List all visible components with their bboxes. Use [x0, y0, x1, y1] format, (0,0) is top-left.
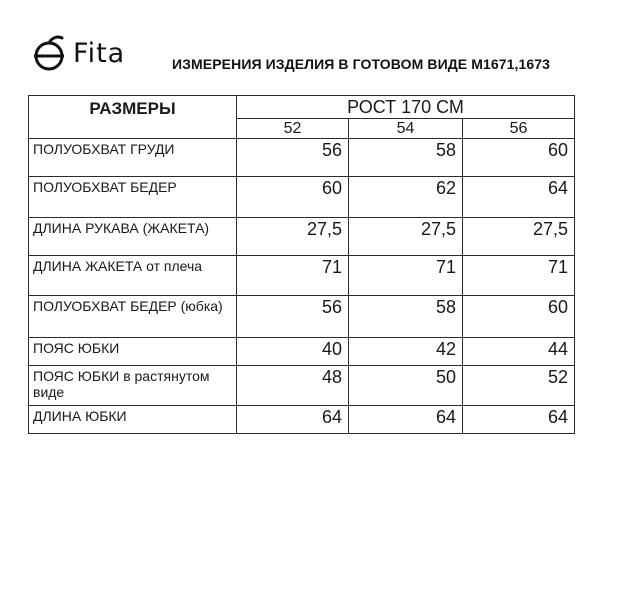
- row-value: 48: [237, 366, 349, 406]
- row-value: 64: [237, 406, 349, 434]
- row-label: ДЛИНА ЖАКЕТА от плеча: [29, 256, 237, 296]
- table-row: [29, 296, 575, 338]
- row-label: ПОЯС ЮБКИ: [29, 338, 237, 366]
- row-value: 27,5: [349, 218, 463, 256]
- row-value: 60: [237, 177, 349, 218]
- row-label: ДЛИНА ЮБКИ: [29, 406, 237, 434]
- size-chart-table: [28, 95, 575, 434]
- table-row: [29, 139, 575, 177]
- row-value: 71: [463, 256, 575, 296]
- table-row: [29, 218, 575, 256]
- table-row: [29, 338, 575, 366]
- table-row: [29, 406, 575, 434]
- row-value: 44: [463, 338, 575, 366]
- row-value: 56: [237, 139, 349, 177]
- header-row-height: [29, 96, 575, 119]
- table-row: [29, 256, 575, 296]
- row-value: 58: [349, 296, 463, 338]
- height-header: РОСТ 170 СМ: [237, 96, 575, 119]
- row-value: 40: [237, 338, 349, 366]
- row-value: 50: [349, 366, 463, 406]
- row-value: 27,5: [463, 218, 575, 256]
- sizes-header: РАЗМЕРЫ: [29, 96, 237, 139]
- document-title: ИЗМЕРЕНИЯ ИЗДЕЛИЯ В ГОТОВОМ ВИДЕ М1671,1673: [172, 56, 551, 72]
- row-value: 27,5: [237, 218, 349, 256]
- row-label: ДЛИНА РУКАВА (ЖАКЕТА): [29, 218, 237, 256]
- size-header-cell: 54: [349, 119, 463, 139]
- row-value: 52: [463, 366, 575, 406]
- row-label: ПОЛУОБХВАТ ГРУДИ: [29, 139, 237, 177]
- row-value: 42: [349, 338, 463, 366]
- row-value: 64: [463, 177, 575, 218]
- row-label: ПОЯС ЮБКИ в растянутом виде: [29, 366, 237, 406]
- row-value: 62: [349, 177, 463, 218]
- row-value: 71: [349, 256, 463, 296]
- row-value: 71: [237, 256, 349, 296]
- size-header-cell: 52: [237, 119, 349, 139]
- row-value: 60: [463, 296, 575, 338]
- row-label: ПОЛУОБХВАТ БЕДЕР (юбка): [29, 296, 237, 338]
- table-row: [29, 177, 575, 218]
- row-value: 64: [463, 406, 575, 434]
- row-value: 64: [349, 406, 463, 434]
- fita-theta-logo-icon: [30, 34, 70, 74]
- table-row: [29, 366, 575, 406]
- row-value: 58: [349, 139, 463, 177]
- row-label: ПОЛУОБХВАТ БЕДЕР: [29, 177, 237, 218]
- brand-name: Fita: [73, 38, 126, 69]
- size-header-cell: 56: [463, 119, 575, 139]
- row-value: 56: [237, 296, 349, 338]
- row-value: 60: [463, 139, 575, 177]
- brand-logo: [30, 34, 125, 74]
